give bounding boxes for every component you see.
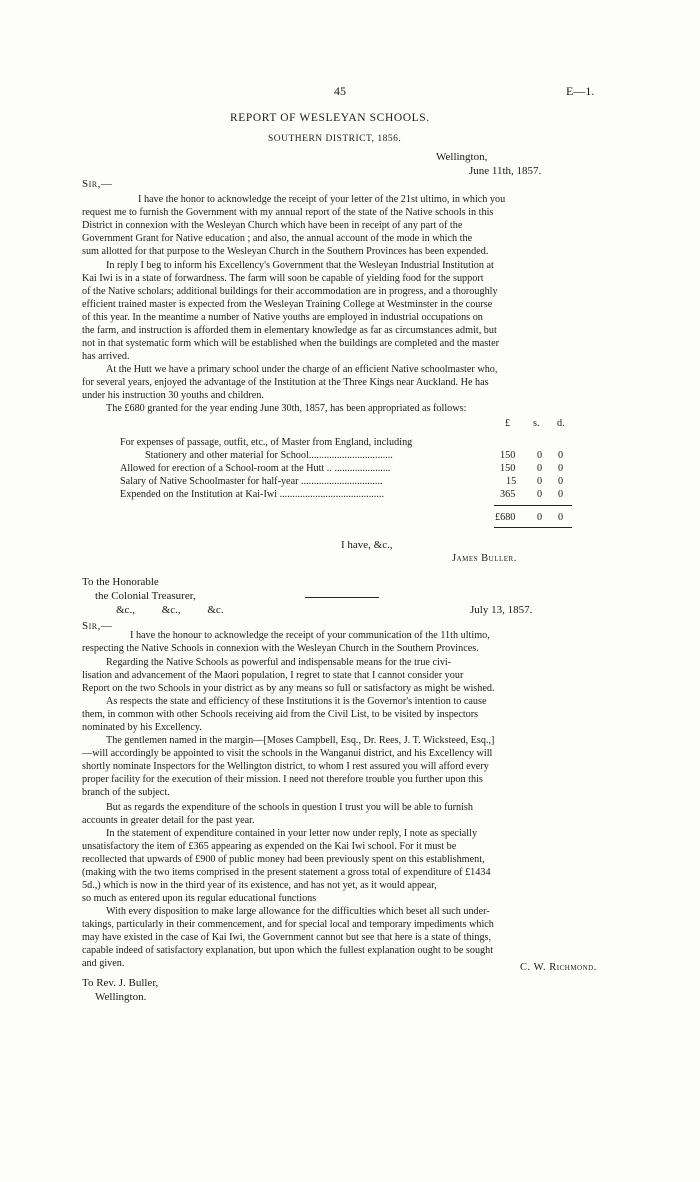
letter2-date: July 13, 1857. — [470, 604, 533, 616]
document-reference: E—1. — [566, 84, 595, 98]
letter2-signature: C. W. Richmond. — [520, 962, 597, 973]
table-row-shillings: 0 — [537, 450, 543, 461]
report-subtitle: SOUTHERN DISTRICT, 1856. — [268, 134, 402, 144]
letter2-addressee-line: To Rev. J. Buller, — [82, 977, 159, 989]
letter1-line: efficient trained master is expected from the Wesleyan Training College at Westminster in the course — [82, 299, 493, 310]
letter2-line: lisation and advancement of the Maori population, I regret to state that I cannot consider your — [82, 670, 464, 681]
letter1-addressee-line: &c., &c., &c. — [116, 604, 224, 616]
letter2-line: shortly nominate Inspectors for the Wellington district, to whom I rest assured you will afford every — [82, 761, 489, 772]
letter1-line: of the Native scholars; additional buildings for their accommodation are in progress, and a thoroughly — [82, 286, 498, 297]
letter2-line: The gentlemen named in the margin—[Moses Campbell, Esq., Dr. Rees, J. T. Wicksteed, Esq.,] — [106, 735, 495, 746]
letter1-line: of this year. In the meantime a number of Native youths are employed in industrial occupations on — [82, 312, 483, 323]
letter1-addressee-line: To the Honorable — [82, 576, 159, 588]
letter1-line: request me to furnish the Government with my annual report of the state of the Native schools in this — [82, 207, 494, 218]
table-row-shillings: 0 — [537, 463, 543, 474]
total-pence: 0 — [558, 512, 564, 523]
letter1-line: The £680 granted for the year ending June 30th, 1857, has been appropriated as follows: — [106, 403, 467, 414]
table-row-shillings: 0 — [537, 476, 543, 487]
table-row-label: For expenses of passage, outfit, etc., of Master from England, including — [120, 437, 413, 448]
table-row-label: Expended on the Institution at Kai-Iwi ......................................... — [120, 489, 384, 500]
letter1-line: the farm, and instruction is afforded them in elementary knowledge as far as circumstances admit, but — [82, 325, 497, 336]
table-row-pence: 0 — [558, 450, 564, 461]
letter2-line: unsatisfactory the item of £365 appearing as expended on the Kai Iwi school. For it must be — [82, 841, 457, 852]
letter2-line: takings, particularly in their commencement, and for special local and temporary impediments which — [82, 919, 494, 930]
letter1-place: Wellington, — [436, 151, 488, 163]
letter1-salutation: Sir,— — [82, 178, 113, 190]
letter2-line: and given. — [82, 958, 125, 969]
letter2-line: accounts in greater detail for the past year. — [82, 815, 255, 826]
currency-header-pounds: £ — [505, 418, 511, 429]
table-row-pounds: 150 — [500, 450, 516, 461]
letter2-line: Report on the two Schools in your district as by any means so full or satisfactory as might be wished. — [82, 683, 495, 694]
total-pounds: £680 — [495, 512, 516, 523]
letter2-line: respecting the Native Schools in connexion with the Wesleyan Church in the Southern Provinces. — [82, 643, 479, 654]
letter1-line: At the Hutt we have a primary school under the charge of an efficient Native schoolmaster who, — [106, 364, 498, 375]
letter1-line: sum allotted for that purpose to the Wesleyan Church in the Southern Provinces has been expended. — [82, 246, 489, 257]
letter1-signature: James Buller. — [452, 553, 517, 564]
letter2-line: Regarding the Native Schools as powerful and indispensable means for the true civi- — [106, 657, 452, 668]
total-shillings: 0 — [537, 512, 543, 523]
letter2-line: As respects the state and efficiency of these Institutions it is the Governor's intention to cause — [106, 696, 487, 707]
letter2-line: —will accordingly be appointed to visit the schools in the Wanganui district, and his Excellency will — [82, 748, 493, 759]
letter1-line: In reply I beg to inform his Excellency's Government that the Wesleyan Industrial Institution at — [106, 260, 494, 271]
letter1-line: I have the honor to acknowledge the receipt of your letter of the 21st ultimo, in which you — [138, 194, 506, 205]
letter2-line: With every disposition to make large allowance for the difficulties which beset all such under- — [106, 906, 490, 917]
letter1-date: June 11th, 1857. — [469, 165, 542, 177]
letter-separator — [305, 597, 379, 598]
report-title: REPORT OF WESLEYAN SCHOOLS. — [230, 112, 430, 124]
letter2-line: proper facility for the execution of their mission. I need not therefore trouble you further upon this — [82, 774, 483, 785]
letter2-line: may have existed in the case of Kai Iwi, the Government cannot but see that here is a state of things, — [82, 932, 492, 943]
letter1-line: District in connexion with the Wesleyan Church which have been in receipt of any part of the — [82, 220, 463, 231]
currency-header-pence: d. — [557, 418, 565, 429]
table-row-label: Allowed for erection of a School-room at the Hutt .. ...................... — [120, 463, 391, 474]
letter2-line: branch of the subject. — [82, 787, 170, 798]
letter2-line: recollected that upwards of £900 of public money had been previously spent on this establishment, — [82, 854, 485, 865]
page-number: 45 — [334, 84, 346, 98]
table-row-pence: 0 — [558, 476, 564, 487]
letter2-line: capable indeed of satisfactory explanation, but upon which the fullest explanation ought to be sought — [82, 945, 494, 956]
table-row-pounds: 15 — [506, 476, 517, 487]
letter2-line: 5d.,) which is now in the third year of its existence, and has not yet, as it would appear, — [82, 880, 437, 891]
letter2-addressee-line: Wellington. — [95, 991, 147, 1003]
currency-header-shillings: s. — [533, 418, 540, 429]
table-row-shillings: 0 — [537, 489, 543, 500]
letter1-line: for several years, enjoyed the advantage of the Institution at the Three Kings near Auckland. He has — [82, 377, 489, 388]
total-rule-top — [494, 505, 572, 506]
table-row-pence: 0 — [558, 463, 564, 474]
letter1-addressee-line: the Colonial Treasurer, — [95, 590, 196, 602]
total-rule-bottom — [494, 527, 572, 528]
letter1-line: Kai Iwi is in a state of forwardness. The farm will soon be capable of yielding food for the support — [82, 273, 484, 284]
letter1-line: Government Grant for Native education ; and also, the annual account of the mode in which the — [82, 233, 473, 244]
letter2-line: nominated by his Excellency. — [82, 722, 202, 733]
letter1-closing: I have, &c., — [341, 539, 393, 551]
letter1-line: not in that systematic form which will be established when the buildings are completed and the master — [82, 338, 500, 349]
table-row-label: Stationery and other material for School................................. — [145, 450, 393, 461]
table-row-pounds: 150 — [500, 463, 516, 474]
letter2-line: I have the honour to acknowledge the receipt of your communication of the 11th ultimo, — [130, 630, 490, 641]
letter2-line: them, in common with other Schools receiving aid from the Civil List, to be visited by inspectors — [82, 709, 479, 720]
table-row-label: Salary of Native Schoolmaster for half-year ................................ — [120, 476, 383, 487]
letter2-line: so much as entered upon its regular educational functions — [82, 893, 317, 904]
letter1-line: has arrived. — [82, 351, 130, 362]
letter2-salutation: Sir,— — [82, 620, 113, 632]
letter2-line: In the statement of expenditure contained in your letter now under reply, I note as specially — [106, 828, 478, 839]
letter2-line: But as regards the expenditure of the schools in question I trust you will be able to furnish — [106, 802, 473, 813]
letter1-line: under his instruction 30 youths and children. — [82, 390, 264, 401]
table-row-pounds: 365 — [500, 489, 516, 500]
table-row-pence: 0 — [558, 489, 564, 500]
letter2-line: (making with the two items comprised in the present statement a gross total of expenditure of £1434 — [82, 867, 491, 878]
